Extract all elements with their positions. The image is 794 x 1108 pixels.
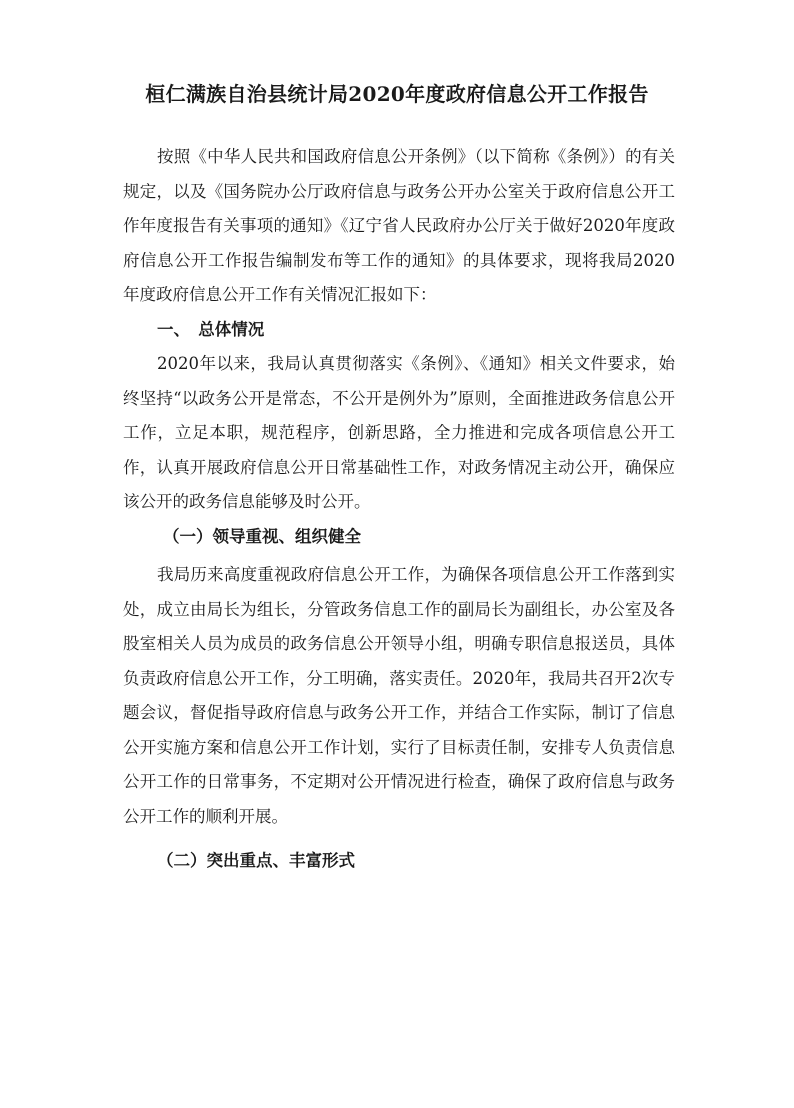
document-body [123,140,675,879]
subsection-heading-leadership: （一）领导重视、组织健全 [163,526,361,546]
document-title: 桓仁满族自治县统计局2020年度政府信息公开工作报告 [145,82,649,106]
intro-paragraph: 按照《中华人民共和国政府信息公开条例》（以下简称《条例》）的有关规定，以及《国务院办公厅政府信息与政务公开办公室关于政府信息公开工作年度报告有关事项的通知》《辽宁省人民政府办公厅关于做好2020年度政府信息公开工作报告编制发布等工作的通知》的具体要求，现将我局2020年度政府信息公开工作有关情况汇报如下： [123,147,675,304]
subsection-heading-focus: （二）突出重点、丰富形式 [157,851,355,870]
overview-paragraph: 2020年以来，我局认真贯彻落实《条例》、《通知》相关文件要求，始终坚持“以政务公开是常态，不公开是例外为”原则，全面推进政务信息公开工作，立足本职，规范程序，创新思路，全力推进和完成各项信息公开工作，认真开展政府信息公开日常基础性工作，对政务情况主动公开，确保应该公开的政务信息能够及时公开。 [123,354,675,511]
section-heading-overview: 一、 总体情况 [157,319,265,339]
leadership-paragraph: 我局历来高度重视政府信息公开工作，为确保各项信息公开工作落到实处，成立由局长为组长，分管政务信息工作的副局长为副组长，办公室及各股室相关人员为成员的政务信息公开领导小组，明确专职信息报送员，具体负责政府信息公开工作，分工明确，落实责任。2020年，我局共召开2次专题会议，督促指导政府信息与政务公开工作，并结合工作实际，制订了信息公开实施方案和信息公开工作计划，实行了目标责任制，安排专人负责信息公开工作的日常事务，不定期对公开情况进行检查，确保了政府信息与政务公开工作的顺利开展。 [123,565,675,826]
